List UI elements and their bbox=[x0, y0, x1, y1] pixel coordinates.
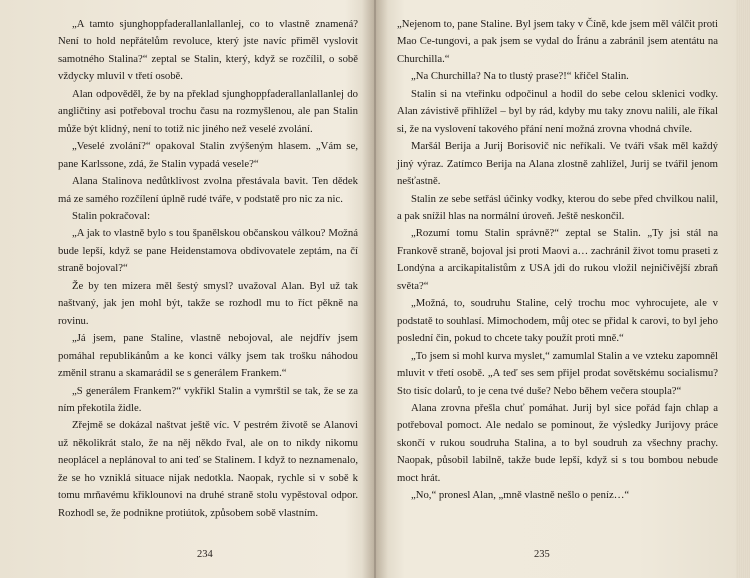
paragraph: Stalin pokračoval: bbox=[72, 209, 151, 222]
paragraph: Že by ten mizera měl šestý smysl? uvažoval Alan. Byl už tak naštvaný, jak jen mohl být, takže se rozhodl mu to říct pěkně na rovinu. bbox=[58, 279, 358, 327]
left-page bbox=[0, 0, 368, 578]
paragraph: „Rozumí tomu Stalin správně?“ zeptal se Stalin. „Ty jsi stál na Frankově straně, bojoval jsi proti Maovi a… zachránil život tomu praseti z Londýna a arcikapitalistům z USA jdi do rukou vložil nejničivější zbraň světa?“ bbox=[397, 227, 718, 292]
paragraph: „Nejenom to, pane Staline. Byl jsem taky v Číně, kde jsem měl válčit proti Mao Ce-tungovi, a pak jsem se vydal do Íránu a zabránil jsem atentátu na Churchilla.“ bbox=[397, 18, 718, 65]
paragraph: „S generálem Frankem?“ vykřikl Stalin a vymrštil se tak, že se za ním překotila židle. bbox=[58, 384, 358, 414]
paragraph: Maršál Berija a Jurij Borisovič nic neříkali. Ve tváři však měl každý jiný výraz. Zatímco Berija na Alana zlostně zahlížel, Jurij se tvářil jenom nešťastně. bbox=[397, 140, 718, 188]
paragraph: Stalin si na vteřinku odpočinul a hodil do sebe celou sklenici vodky. Alan závistivě přihlížel – byl by rád, kdyby mu taky znovu nalili, ale říkal si, že na vyslovení takového přání není možná zrovna vhodná chvíle. bbox=[397, 87, 718, 135]
right-page bbox=[388, 0, 734, 578]
paragraph: „Veselé zvolání?“ opakoval Stalin zvýšeným hlasem. „Vám se, pane Karlssone, zdá, že Stalin vypadá vesele?“ bbox=[58, 140, 358, 170]
paragraph: Alana Stalinova nedůtklivost zvolna přestávala bavit. Ten dědek má ze samého rozčílení úplně rudé tváře, v podstatě pro nic za nic. bbox=[58, 175, 358, 205]
paragraph: „Možná, to, soudruhu Staline, celý trochu moc vyhrocujete, ale v podstatě to souhlasí. Mimochodem, můj otec se přidal k carovi, to byl jeho poslední čin, pokud to chcete taky použít proti mně.“ bbox=[397, 297, 718, 345]
page-number: 234 bbox=[197, 549, 213, 560]
right-page-text bbox=[397, 16, 718, 505]
paragraph: Alana zrovna přešla chuť pomáhat. Jurij byl sice pořád fajn chlap a potřeboval pomoct. Ale nedalo se pominout, že výsledky Jurijovy práce skončí v rukou soudruha Stalina, a to byl soudruh za všechny prachy. Naopak, působil labilně, takže bude lepší, když si s tou bombou nebude moct hrát. bbox=[397, 401, 718, 484]
paragraph: Zřejmě se dokázal naštvat ještě víc. V pestrém životě se Alanovi už několikrát stalo, že na něj někdo řval, ale on to nikdy nikomu neoplácel a neplánoval to ani teď se Stalinem. I když to neznamenalo, že se ho vzniklá situace nijak nedotkla. Naopak, rychle si v sobě k tomu mrňavému křiklounovi na druhé straně stolu vypěstoval odpor. Rozhodl se, že podnikne protiútok, způsobem sobě vlastním. bbox=[58, 419, 358, 519]
paragraph: „Na Churchilla? Na to tlustý prase?!“ křičel Stalin. bbox=[411, 70, 629, 83]
paragraph: „No,“ pronesl Alan, „mně vlastně nešlo o peníz…“ bbox=[411, 489, 630, 502]
left-page-text bbox=[58, 16, 358, 522]
page-number: 235 bbox=[534, 549, 550, 560]
paragraph: „To jsem si mohl kurva myslet,“ zamumlal Stalin a ve vzteku zapomněl mluvit v třetí osobě. „A teď ses sem přijel prodat sovětskému socialismu? Sto tisíc dolarů, to je cena tvé duše? Nebo během večera stoupla?“ bbox=[397, 349, 718, 397]
paragraph: „A jak to vlastně bylo s tou španělskou občanskou válkou? Možná bude lepší, když se pane Heidenstamova obdivovatele zeptám, na čí straně bojoval?“ bbox=[58, 227, 358, 275]
page-edges bbox=[736, 0, 750, 578]
paragraph: „Já jsem, pane Staline, vlastně nebojoval, ale nejdřív jsem pomáhal republikánům a ke konci války jsem tak trošku náhodou změnil stranu a skamarádil se s generálem Frankem.“ bbox=[58, 332, 358, 380]
paragraph: Stalin ze sebe setřásl účinky vodky, kterou do sebe před chvilkou nalil, a pak snížil hlas na normální úroveň. Ještě neskončil. bbox=[397, 192, 718, 222]
paragraph: Alan odpověděl, že by na překlad sjunghoppfaderallanlallanlej do angličtiny asi potřeboval trochu času na rozmyšlenou, ale pan Stalin může být klidný, není to totiž nic jiného než veselé zvolání. bbox=[58, 87, 358, 135]
paragraph: „A tamto sjunghoppfaderallanlallanlej, co to vlastně znamená? Není to hold nepřátelům revoluce, který jste navíc přiměl vyslovit samotného Stalina?“ zeptal se Stalin, který, když se rozčílil, o sobě vždycky mluvil v třetí osobě. bbox=[58, 18, 358, 83]
